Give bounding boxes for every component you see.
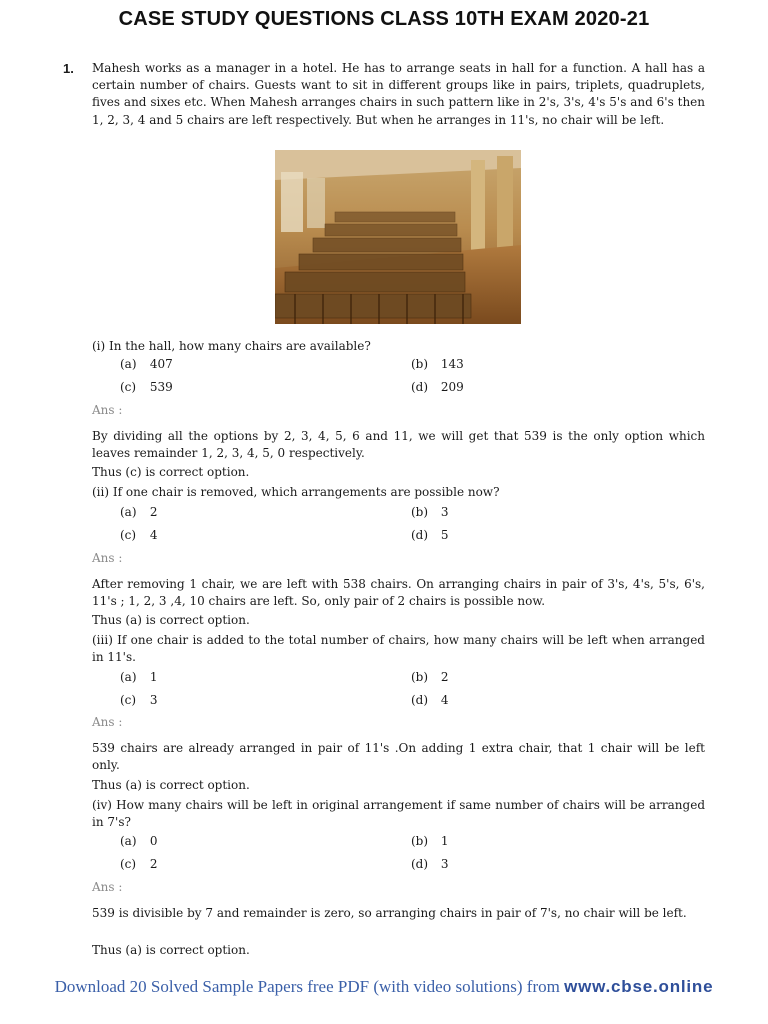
footer-text: Download 20 Solved Sample Papers free PDF (with video solutions) from xyxy=(54,977,565,996)
answer-label: Ans : xyxy=(92,715,123,729)
part-2-conclusion: Thus (a) is correct option. xyxy=(92,613,250,627)
part-3-option-a: (a) 1 xyxy=(120,670,158,684)
footer-site-link[interactable]: www.cbse.online xyxy=(564,977,714,996)
part-2-option-a: (a) 2 xyxy=(120,505,158,519)
part-1-option-d: (d) 209 xyxy=(411,380,464,394)
part-3-option-c: (c) 3 xyxy=(120,693,158,707)
part-1-conclusion: Thus (c) is correct option. xyxy=(92,465,250,479)
part-1-option-b: (b) 143 xyxy=(411,357,464,371)
part-3-conclusion: Thus (a) is correct option. xyxy=(92,778,250,792)
part-3-explanation: 539 chairs are already arranged in pair of 11's .On adding 1 extra chair, that 1 chair will be left only. xyxy=(92,741,705,773)
part-4-option-b: (b) 1 xyxy=(411,834,449,848)
part-2-explanation: After removing 1 chair, we are left with 538 chairs. On arranging chairs in pair of 3's, 4's, 5's, 6's, 11's ; 1, 2, 3 ,4, 10 chairs are left. So, only pair of 2 chairs is possible now. xyxy=(92,577,705,609)
part-1-option-c: (c) 539 xyxy=(120,380,173,394)
part-3-option-d: (d) 4 xyxy=(411,693,449,707)
question-intro: Mahesh works as a manager in a hotel. He has to arrange seats in hall for a function. A hall has a certain number of chairs. Guests want to sit in different groups like in pairs, triplets, quadruplets, fives and sixes etc. When Mahesh arranges chairs in such pattern like in 2's, 3's, 4's 5's and 6's then 1, 2, 3, 4 and 5 chairs are left respectively. But when he arranges in 11's, no chair will be left. xyxy=(92,61,705,127)
hall-chairs-photo xyxy=(275,150,521,324)
part-1-explanation: By dividing all the options by 2, 3, 4, 5, 6 and 11, we will get that 539 is the only option which leaves remainder 1, 2, 3, 4, 5, 0 respectively. xyxy=(92,429,705,461)
part-2-option-b: (b) 3 xyxy=(411,505,449,519)
part-2-question: (ii) If one chair is removed, which arrangements are possible now? xyxy=(92,485,500,499)
part-4-question: (iv) How many chairs will be left in original arrangement if same number of chairs will be arranged in 7's? xyxy=(92,798,705,830)
part-4-conclusion: Thus (a) is correct option. xyxy=(92,943,250,957)
part-4-option-c: (c) 2 xyxy=(120,857,158,871)
question-number: 1. xyxy=(63,61,74,76)
part-4-option-a: (a) 0 xyxy=(120,834,158,848)
part-1-option-a: (a) 407 xyxy=(120,357,173,371)
part-2-option-d: (d) 5 xyxy=(411,528,449,542)
part-1-question: (i) In the hall, how many chairs are available? xyxy=(92,339,371,353)
part-4-explanation: 539 is divisible by 7 and remainder is zero, so arranging chairs in pair of 7's, no chair will be left. xyxy=(92,906,687,920)
part-3-option-b: (b) 2 xyxy=(411,670,449,684)
download-footer[interactable] xyxy=(0,977,768,997)
part-4-option-d: (d) 3 xyxy=(411,857,449,871)
answer-label: Ans : xyxy=(92,551,123,565)
page-title: CASE STUDY QUESTIONS CLASS 10TH EXAM 2020-21 xyxy=(118,8,650,30)
answer-label: Ans : xyxy=(92,403,123,417)
answer-label: Ans : xyxy=(92,880,123,894)
part-2-option-c: (c) 4 xyxy=(120,528,158,542)
part-3-question: (iii) If one chair is added to the total number of chairs, how many chairs will be left when arranged in 11's. xyxy=(92,633,705,665)
